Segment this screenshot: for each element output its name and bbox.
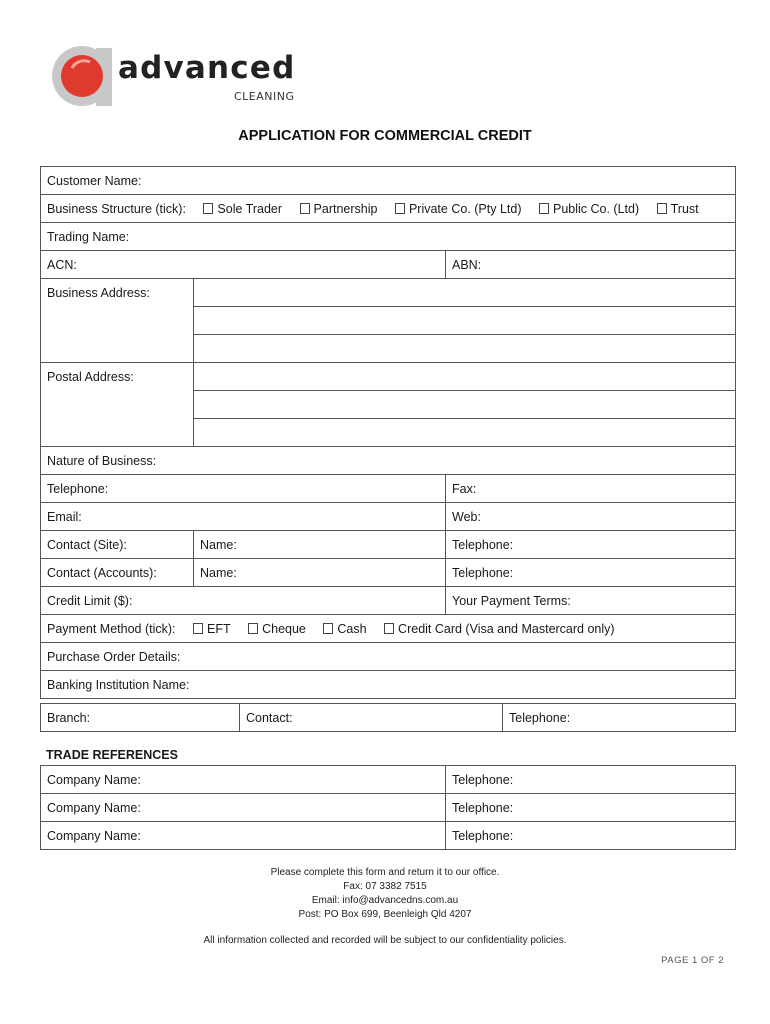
payment-method-label: Payment Method (tick): <box>47 621 176 636</box>
company-logo <box>50 44 310 108</box>
credit-limit-field[interactable]: Credit Limit ($): <box>41 587 446 615</box>
reference-company-field[interactable]: Company Name: <box>41 766 446 794</box>
business-address-label: Business Address: <box>41 279 194 363</box>
table-row <box>41 794 736 822</box>
business-structure-label: Business Structure (tick): <box>47 201 186 216</box>
sole-trader-checkbox[interactable]: Sole Trader <box>203 202 282 216</box>
business-structure-field <box>41 195 736 223</box>
bank-telephone-field[interactable]: Telephone: <box>503 704 736 732</box>
page-title: APPLICATION FOR COMMERCIAL CREDIT <box>238 128 532 144</box>
table-row <box>41 503 736 531</box>
business-address-line-3[interactable] <box>194 335 736 363</box>
cash-checkbox[interactable]: Cash <box>323 622 366 636</box>
reference-telephone-field[interactable]: Telephone: <box>446 794 736 822</box>
contact-accounts-name-field[interactable]: Name: <box>194 559 446 587</box>
branch-table <box>40 703 736 732</box>
telephone-field[interactable]: Telephone: <box>41 475 446 503</box>
contact-site-telephone-field[interactable]: Telephone: <box>446 531 736 559</box>
reference-company-field[interactable]: Company Name: <box>41 794 446 822</box>
logo-mark-icon <box>50 44 114 108</box>
table-row <box>41 766 736 794</box>
email-field[interactable]: Email: <box>41 503 446 531</box>
table-row <box>41 447 736 475</box>
checkbox-icon <box>300 203 310 214</box>
logo-subtitle: CLEANING <box>234 90 295 103</box>
contact-site-label: Contact (Site): <box>41 531 194 559</box>
table-row <box>41 822 736 850</box>
footer-instruction: Please complete this form and return it to our office. <box>270 867 500 878</box>
postal-address-label: Postal Address: <box>41 363 194 447</box>
fax-field[interactable]: Fax: <box>446 475 736 503</box>
table-row <box>41 615 736 643</box>
table-row <box>41 671 736 699</box>
checkbox-icon <box>395 203 405 214</box>
abn-field[interactable]: ABN: <box>446 251 736 279</box>
table-row <box>41 223 736 251</box>
postal-address-line-3[interactable] <box>194 419 736 447</box>
credit-card-checkbox[interactable]: Credit Card (Visa and Mastercard only) <box>384 622 615 636</box>
table-row <box>41 251 736 279</box>
trade-references-heading: TRADE REFERENCES <box>46 748 178 762</box>
table-row <box>41 167 736 195</box>
partnership-checkbox[interactable]: Partnership <box>300 202 378 216</box>
checkbox-icon <box>203 203 213 214</box>
eft-checkbox[interactable]: EFT <box>193 622 231 636</box>
trade-references-table <box>40 765 736 850</box>
branch-field[interactable]: Branch: <box>41 704 240 732</box>
trust-checkbox[interactable]: Trust <box>657 202 699 216</box>
checkbox-icon <box>323 623 333 634</box>
table-row <box>41 279 736 307</box>
postal-address-line-1[interactable] <box>194 363 736 391</box>
contact-accounts-telephone-field[interactable]: Telephone: <box>446 559 736 587</box>
trading-name-field[interactable]: Trading Name: <box>41 223 736 251</box>
credit-application-form <box>40 166 736 699</box>
table-row <box>41 587 736 615</box>
customer-name-field[interactable]: Customer Name: <box>41 167 736 195</box>
footer-post: Post: PO Box 699, Beenleigh Qld 4207 <box>298 909 472 920</box>
banking-institution-field[interactable]: Banking Institution Name: <box>41 671 736 699</box>
cheque-checkbox[interactable]: Cheque <box>248 622 306 636</box>
table-row <box>41 195 736 223</box>
footer-email: Email: info@advancedns.com.au <box>311 895 459 906</box>
reference-telephone-field[interactable]: Telephone: <box>446 822 736 850</box>
private-co-checkbox[interactable]: Private Co. (Pty Ltd) <box>395 202 522 216</box>
table-row <box>41 704 736 732</box>
table-row <box>41 363 736 391</box>
payment-terms-field[interactable]: Your Payment Terms: <box>446 587 736 615</box>
checkbox-icon <box>657 203 667 214</box>
checkbox-icon <box>193 623 203 634</box>
payment-method-field <box>41 615 736 643</box>
checkbox-icon <box>539 203 549 214</box>
footer <box>0 866 770 948</box>
contact-site-name-field[interactable]: Name: <box>194 531 446 559</box>
postal-address-line-2[interactable] <box>194 391 736 419</box>
table-row <box>41 643 736 671</box>
contact-accounts-label: Contact (Accounts): <box>41 559 194 587</box>
acn-field[interactable]: ACN: <box>41 251 446 279</box>
footer-fax: Fax: 07 3382 7515 <box>343 881 427 892</box>
footer-confidentiality-note: All information collected and recorded will be subject to our confidentiality policies. <box>203 935 567 946</box>
web-field[interactable]: Web: <box>446 503 736 531</box>
checkbox-icon <box>384 623 394 634</box>
checkbox-icon <box>248 623 258 634</box>
reference-company-field[interactable]: Company Name: <box>41 822 446 850</box>
public-co-checkbox[interactable]: Public Co. (Ltd) <box>539 202 639 216</box>
page-number: PAGE 1 OF 2 <box>661 955 724 966</box>
bank-contact-field[interactable]: Contact: <box>240 704 503 732</box>
table-row <box>41 559 736 587</box>
reference-telephone-field[interactable]: Telephone: <box>446 766 736 794</box>
business-address-line-1[interactable] <box>194 279 736 307</box>
logo-wordmark: advanced <box>118 50 296 86</box>
nature-of-business-field[interactable]: Nature of Business: <box>41 447 736 475</box>
purchase-order-field[interactable]: Purchase Order Details: <box>41 643 736 671</box>
business-address-line-2[interactable] <box>194 307 736 335</box>
table-row <box>41 531 736 559</box>
table-row <box>41 475 736 503</box>
